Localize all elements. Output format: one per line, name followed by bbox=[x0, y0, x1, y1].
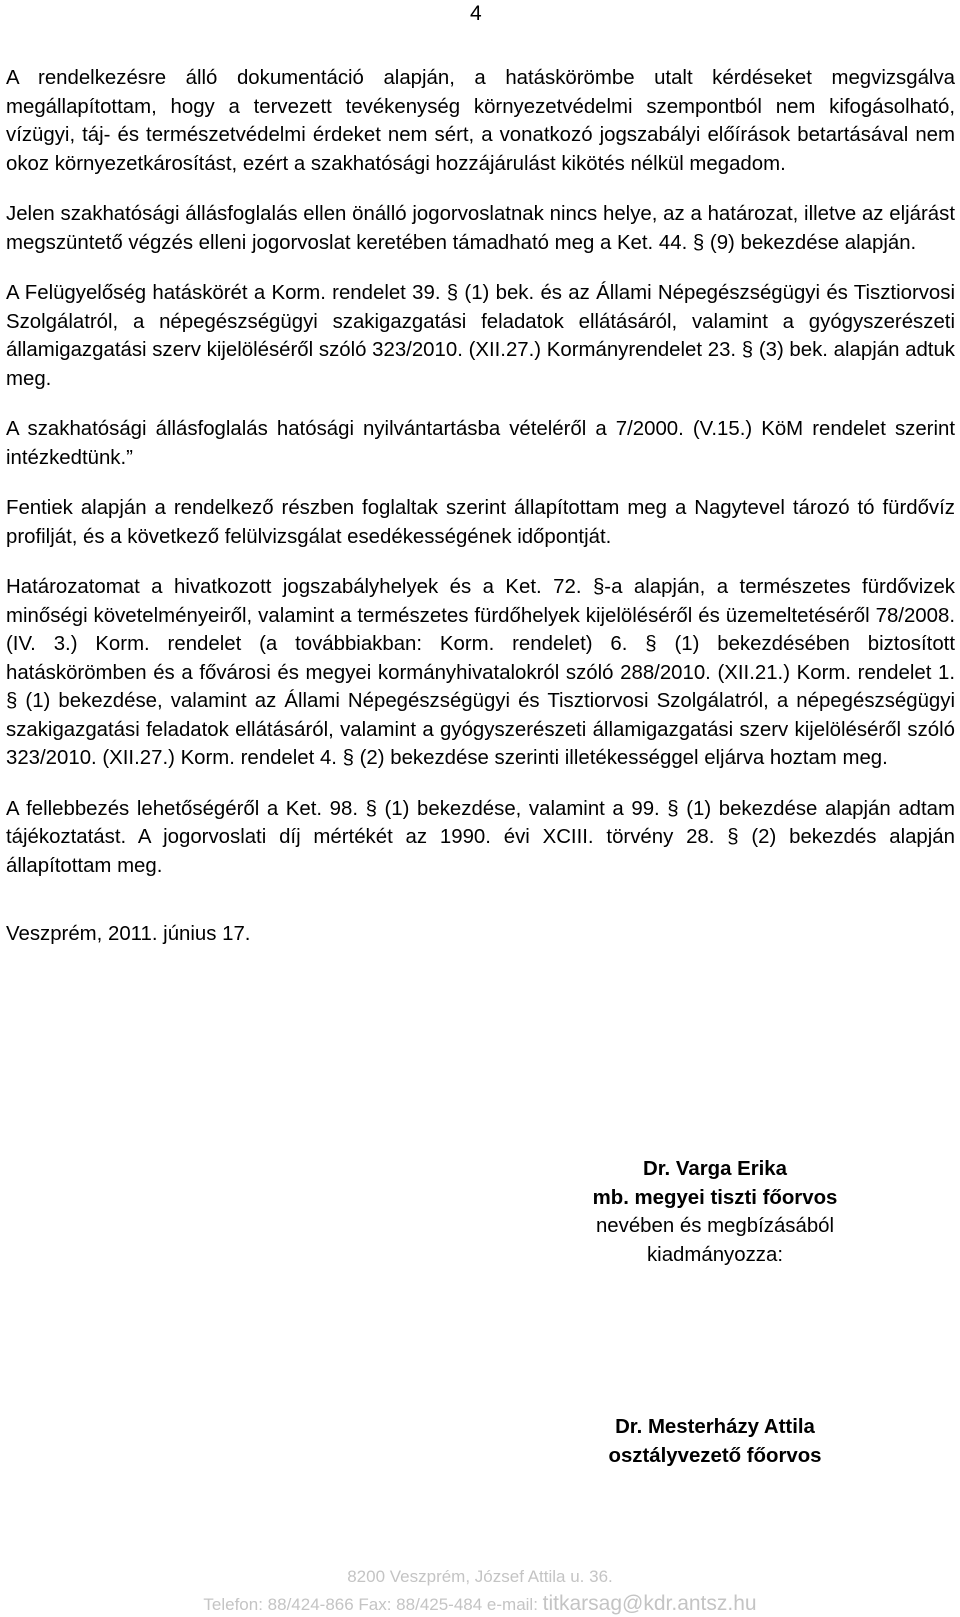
paragraph-competence: A Felügyelőség hatáskörét a Korm. rendelet 39. § (1) bek. és az Állami Népegészségügyi és Tisztiorvosi Szolgálatról, a népegészségügyi szakigazgatási feladatok ellátásáról, valamint a gyógyszerészeti államigazgatási szerv kijelöléséről szóló 323/2010. (XII.27.) Kormányrendelet 23. § (3) bek. alapján adtuk meg. bbox=[6, 282, 955, 390]
footer-address: 8200 Veszprém, József Attila u. 36. bbox=[347, 1567, 613, 1586]
signatory-title: mb. megyei tiszti főorvos bbox=[592, 1186, 838, 1209]
page-number: 4 bbox=[470, 2, 482, 25]
paragraph-legal-remedy: Jelen szakhatósági állásfoglalás ellen önálló jogorvoslatnak nincs helye, az a határozat, illetve az eljárást megszüntető végzés elleni jogorvoslat keretében támadható meg a Ket. 44. § (9) bekezdése alapján. bbox=[6, 203, 955, 254]
signature-block-primary bbox=[565, 1155, 865, 1269]
signatory-name: Dr. Varga Erika bbox=[643, 1158, 787, 1180]
paragraph-profile: Fentiek alapján a rendelkező részben foglaltak szerint állapítottam meg a Nagytevel tározó tó fürdővíz profilját, és a következő felülvizsgálat esedékességének időpontját. bbox=[6, 497, 955, 548]
signatory-authority: nevében és megbízásából bbox=[595, 1215, 835, 1237]
footer-email: titkarsag@kdr.antsz.hu bbox=[542, 1592, 757, 1615]
signatory-name-2: Dr. Mesterházy Attila bbox=[615, 1416, 815, 1438]
signature-block-secondary bbox=[565, 1413, 865, 1470]
signatory-title-2: osztályvezető főorvos bbox=[608, 1444, 822, 1467]
paragraph-findings: A rendelkezésre álló dokumentáció alapján, a hatáskörömbe utalt kérdéseket megvizsgálva megállapítottam, hogy a tervezett tevékenység környezetvédelmi szempontból nem kifogásolható, vízügyi, táj- és természetvédelmi érdeket nem sért, a vonatkozó jogszabályi előírások betartásával nem okoz környezetkárosítást, ezért a szakhatósági hozzájárulást kikötés nélkül megadom. bbox=[6, 67, 955, 175]
footer-contact-prefix: Telefon: 88/424-866 Fax: 88/425-484 e-mail: bbox=[203, 1595, 543, 1614]
paragraph-registry: A szakhatósági állásfoglalás hatósági nyilvántartásba vételéről a 7/2000. (V.15.) KöM rendelet szerint intézkedtünk.” bbox=[6, 418, 955, 469]
paragraph-legal-basis: Határozatomat a hivatkozott jogszabályhelyek és a Ket. 72. §-a alapján, a természetes fürdővizek minőségi követelményeiről, valamint a természetes fürdőhelyek kijelöléséről és üzemeltetéséről 78/2008. (IV. 3.) Korm. rendelet (a továbbiakban: Korm. rendelet) 6. § (1) bekezdésében biztosított hatáskörömben és a fővárosi és megyei kormányhivatalokról szóló 288/2010. (XII.21.) Korm. rendelet 1. § (1) bekezdése, valamint az Állami Népegészségügyi és Tisztiorvosi Szolgálatról, a népegészségügyi szakigazgatási feladatok ellátásáról, valamint a gyógyszerészeti államigazgatási szerv kijelöléséről szóló 323/2010. (XII.27.) Korm. rendelet 4. § (2) bekezdése szerinti illetékességgel eljárva hoztam meg. bbox=[6, 576, 955, 769]
date-line: Veszprém, 2011. június 17. bbox=[6, 923, 251, 945]
document-body bbox=[6, 64, 955, 971]
paragraph-appeal: A fellebbezés lehetőségéről a Ket. 98. § (1) bekezdése, valamint a 99. § (1) bekezdése alapján adtam tájékoztatást. A jogorvoslati díj mértékét az 1990. évi XCIII. törvény 28. § (2) bekezdés alapján állapítottam meg. bbox=[6, 797, 955, 877]
signatory-issued: kiadmányozza: bbox=[646, 1243, 783, 1266]
footer-contact bbox=[0, 1592, 960, 1617]
